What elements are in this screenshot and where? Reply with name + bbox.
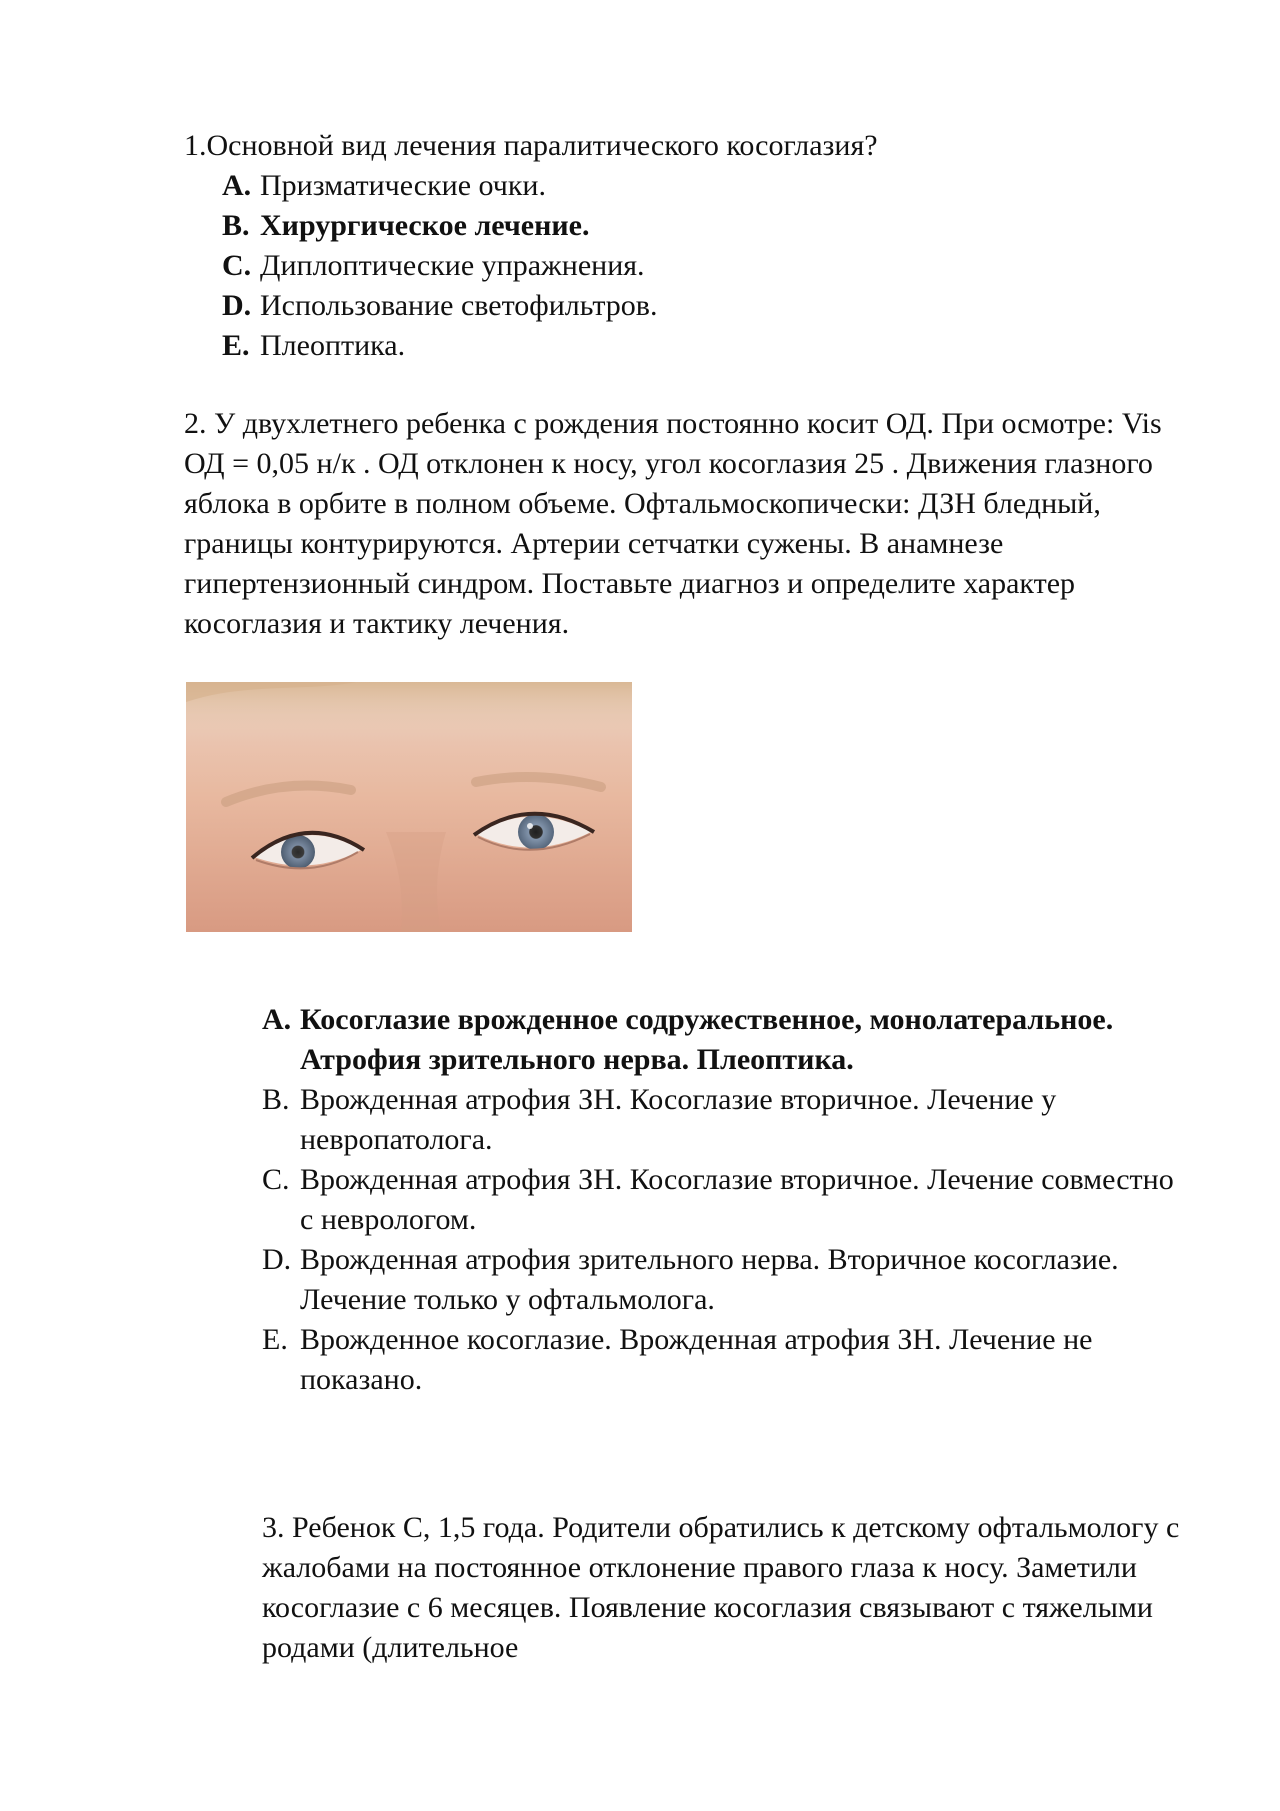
- question-1-text: 1.Основной вид лечения паралитического косоглазия?: [184, 129, 878, 162]
- option-text: Врожденная атрофия зрительного нерва. Вторичное косоглазие. Лечение только у офтальмолога.: [300, 1243, 1119, 1316]
- eyes-illustration: [186, 682, 632, 932]
- question-1-option-c: [184, 246, 1184, 286]
- question-2-option-d: [262, 1240, 1182, 1320]
- question-2-text: 2. У двухлетнего ребенка с рождения постоянно косит ОД. При осмотре: Vis ОД = 0,05 н/к . ОД отклонен к носу, угол косоглазия 25 . Движения глазного яблока в орбите в полном объеме. Офтальмоскопически: ДЗН бледный, границы контурируются. Артерии сетчатки сужены. В анамнезе гипертензионный синдром. Поставьте диагноз и определите характер косоглазия и тактику лечения.: [184, 407, 1162, 640]
- option-letter: B.: [262, 1083, 290, 1116]
- option-text: Диплоптические упражнения.: [260, 249, 645, 282]
- question-3-text: 3. Ребенок С, 1,5 года. Родители обратились к детскому офтальмологу с жалобами на постоянное отклонение правого глаза к носу. Заметили косоглазие с 6 месяцев. Появление косоглазия связывают с тяжелыми родами (длительное: [262, 1511, 1180, 1664]
- option-text: Косоглазие врожденное содружественное, монолатеральное. Атрофия зрительного нерва. Плеоптика.: [300, 1003, 1114, 1076]
- option-letter: A.: [262, 1003, 292, 1036]
- question-2-option-e: [262, 1320, 1182, 1400]
- option-letter: C.: [262, 1163, 290, 1196]
- question-2-option-list: [262, 1000, 1182, 1400]
- option-text: Врожденное косоглазие. Врожденная атрофия ЗН. Лечение не показано.: [300, 1323, 1093, 1396]
- option-text: Использование светофильтров.: [260, 289, 658, 322]
- option-letter: C.: [222, 249, 252, 282]
- question-3: [262, 1508, 1182, 1668]
- question-1-option-d: [184, 286, 1184, 326]
- option-letter: A.: [222, 169, 252, 202]
- question-2-option-c: [262, 1160, 1182, 1240]
- question-1-option-b: [184, 206, 1184, 246]
- child-eyes-photo: [186, 682, 632, 932]
- question-1: [184, 126, 1184, 366]
- question-2-option-b: [262, 1080, 1182, 1160]
- option-text: Врожденная атрофия ЗН. Косоглазие вторичное. Лечение совместно с неврологом.: [300, 1163, 1174, 1236]
- question-2-options: [262, 1000, 1182, 1400]
- question-2-option-a: [262, 1000, 1182, 1080]
- question-1-option-a: [184, 166, 1184, 206]
- option-letter: B.: [222, 209, 250, 242]
- option-letter: D.: [262, 1243, 292, 1276]
- option-letter: D.: [222, 289, 252, 322]
- question-1-options: [184, 166, 1184, 366]
- option-letter: E.: [262, 1323, 288, 1356]
- option-text: Плеоптика.: [260, 329, 406, 362]
- option-letter: E.: [222, 329, 250, 362]
- question-2: [184, 404, 1174, 644]
- option-text: Врожденная атрофия ЗН. Косоглазие вторичное. Лечение у невропатолога.: [300, 1083, 1057, 1156]
- option-text: Призматические очки.: [260, 169, 546, 202]
- option-text: Хирургическое лечение.: [260, 209, 590, 242]
- question-1-option-e: [184, 326, 1184, 366]
